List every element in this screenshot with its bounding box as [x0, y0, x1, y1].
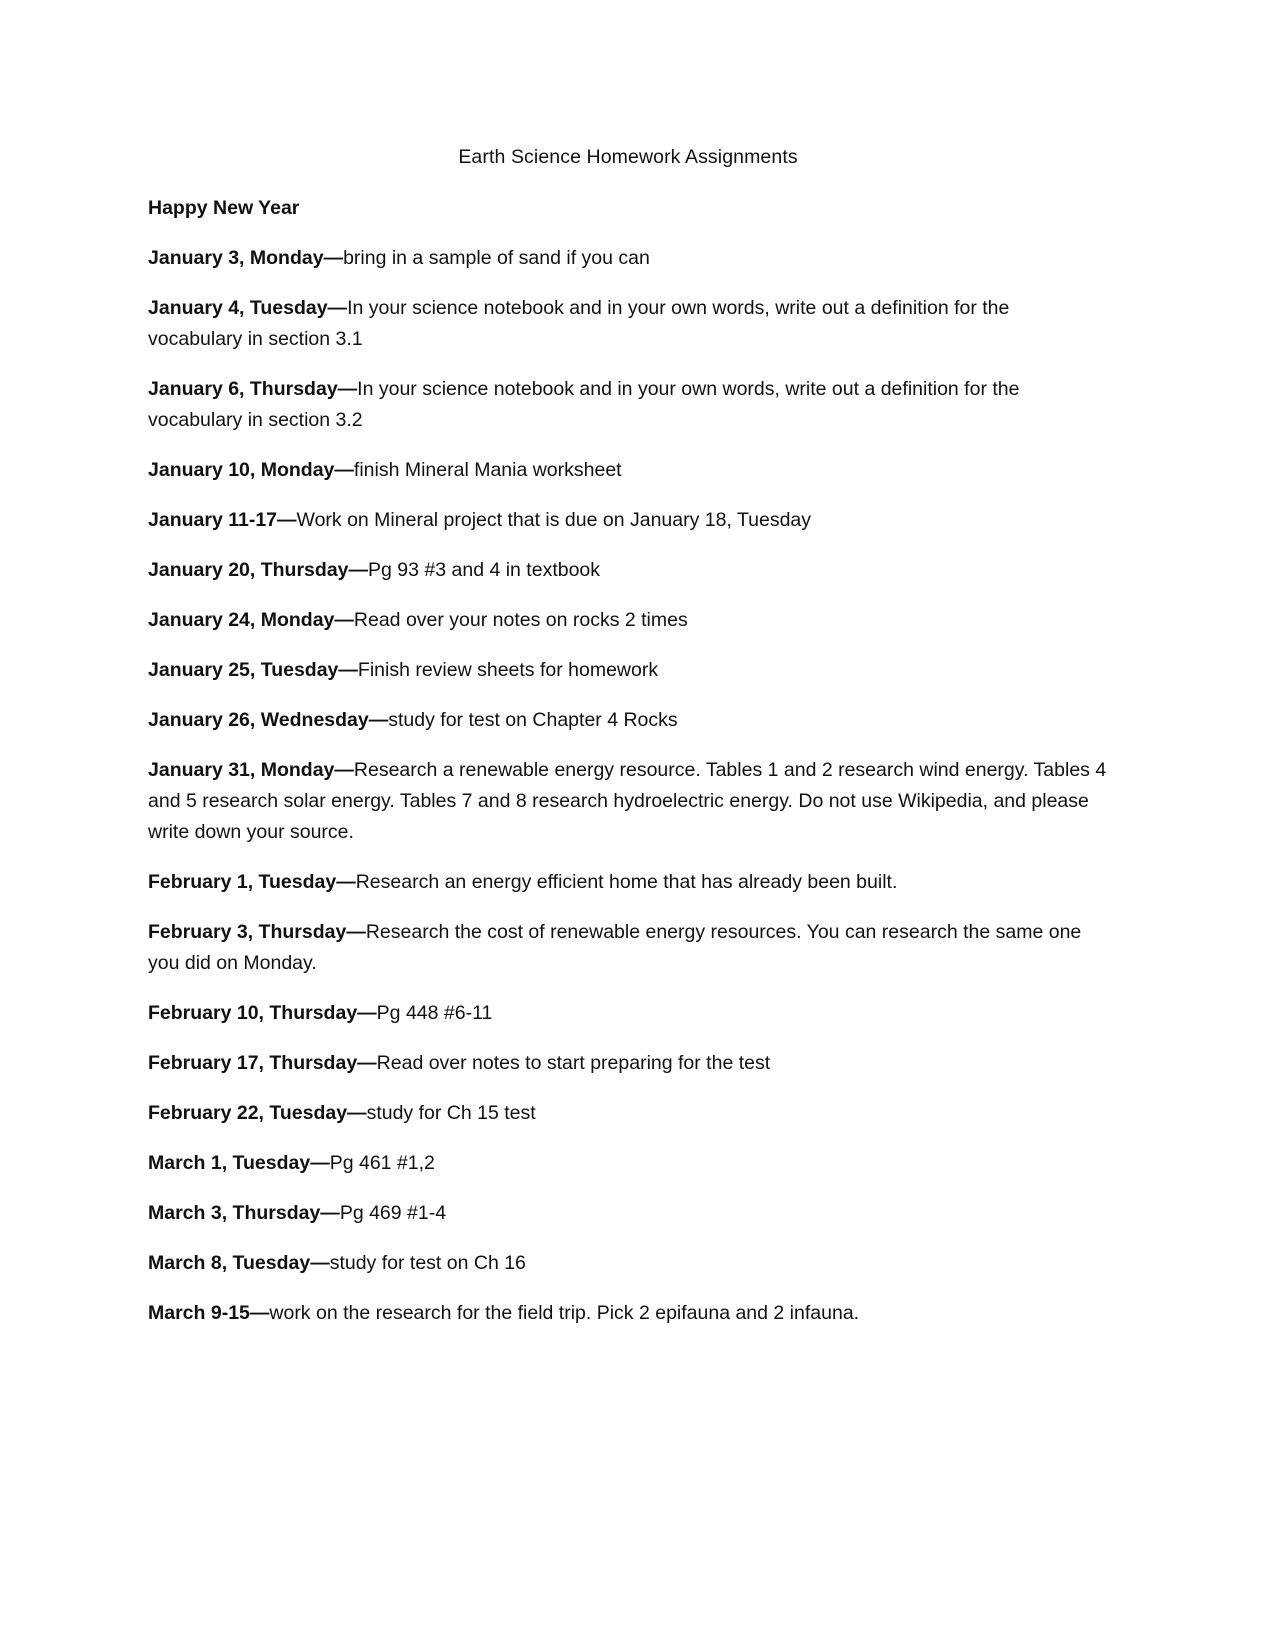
assignment-entry — [148, 1298, 1108, 1329]
assignment-entry — [148, 1048, 1108, 1079]
assignment-date: February 10, Thursday— — [148, 1002, 377, 1024]
greeting-heading: Happy New Year — [148, 197, 300, 219]
assignment-text: study for test on Ch 16 — [329, 1252, 526, 1274]
assignment-date: January 4, Tuesday— — [148, 297, 348, 319]
assignment-text: finish Mineral Mania worksheet — [353, 459, 622, 481]
assignment-text: Pg 469 #1-4 — [339, 1202, 447, 1224]
assignment-date: March 3, Thursday— — [148, 1202, 340, 1224]
assignment-text: In your science notebook and in your own words, write out a definition for the vocabulary in section 3.2 — [148, 378, 1020, 431]
assignment-text: Pg 448 #6-11 — [376, 1002, 493, 1024]
assignment-text: In your science notebook and in your own words, write out a definition for the vocabulary in section 3.1 — [148, 297, 1010, 350]
assignment-text: Read over notes to start preparing for the test — [376, 1052, 771, 1074]
assignment-text: Research a renewable energy resource. Tables 1 and 2 research wind energy. Tables 4 and 5 research solar energy. Tables 7 and 8 research hydroelectric energy. Do not use Wikipedia, and please write down your source. — [148, 759, 1107, 843]
assignment-date: January 24, Monday— — [148, 609, 354, 631]
assignment-date: March 1, Tuesday— — [148, 1152, 330, 1174]
assignment-text: study for test on Chapter 4 Rocks — [388, 709, 678, 731]
assignment-entry — [148, 917, 1108, 979]
assignment-date: January 11-17— — [148, 509, 297, 531]
assignment-date: January 6, Thursday— — [148, 378, 358, 400]
document-page — [148, 142, 1108, 1348]
assignment-entry — [148, 293, 1108, 355]
assignment-text: work on the research for the field trip. Pick 2 epifauna and 2 infauna. — [269, 1302, 860, 1324]
assignment-entry — [148, 505, 1108, 536]
assignment-entry — [148, 705, 1108, 736]
assignment-text: bring in a sample of sand if you can — [343, 247, 650, 269]
assignment-text: study for Ch 15 test — [366, 1102, 536, 1124]
assignment-text: Pg 461 #1,2 — [329, 1152, 435, 1174]
assignment-text: Research the cost of renewable energy resources. You can research the same one you did on Monday. — [148, 921, 1082, 974]
assignment-text: Finish review sheets for homework — [357, 659, 659, 681]
assignment-entry — [148, 867, 1108, 898]
assignment-date: March 9-15— — [148, 1302, 270, 1324]
assignment-date: January 25, Tuesday— — [148, 659, 358, 681]
assignment-entry — [148, 1098, 1108, 1129]
assignment-entry — [148, 998, 1108, 1029]
assignment-date: January 20, Thursday— — [148, 559, 369, 581]
assignment-date: March 8, Tuesday— — [148, 1252, 330, 1274]
assignment-text: Read over your notes on rocks 2 times — [353, 609, 688, 631]
assignment-entry — [148, 1198, 1108, 1229]
assignment-entry — [148, 755, 1108, 848]
document-title: Earth Science Homework Assignments — [458, 146, 798, 168]
assignment-date: February 3, Thursday— — [148, 921, 366, 943]
assignment-text: Research an energy efficient home that has already been built. — [355, 871, 898, 893]
assignment-entry — [148, 605, 1108, 636]
assignment-date: January 10, Monday— — [148, 459, 354, 481]
assignment-entry — [148, 555, 1108, 586]
assignment-date: February 17, Thursday— — [148, 1052, 377, 1074]
assignment-entry — [148, 1248, 1108, 1279]
assignment-entry — [148, 1148, 1108, 1179]
assignment-entry — [148, 655, 1108, 686]
assignment-date: January 26, Wednesday— — [148, 709, 389, 731]
assignment-entry — [148, 455, 1108, 486]
assignment-date: January 3, Monday— — [148, 247, 344, 269]
assignment-entry — [148, 243, 1108, 274]
assignment-entry — [148, 374, 1108, 436]
assignment-date: January 31, Monday— — [148, 759, 354, 781]
assignment-date: February 22, Tuesday— — [148, 1102, 367, 1124]
assignment-text: Work on Mineral project that is due on January 18, Tuesday — [296, 509, 812, 531]
assignment-date: February 1, Tuesday— — [148, 871, 356, 893]
assignment-text: Pg 93 #3 and 4 in textbook — [368, 559, 601, 581]
